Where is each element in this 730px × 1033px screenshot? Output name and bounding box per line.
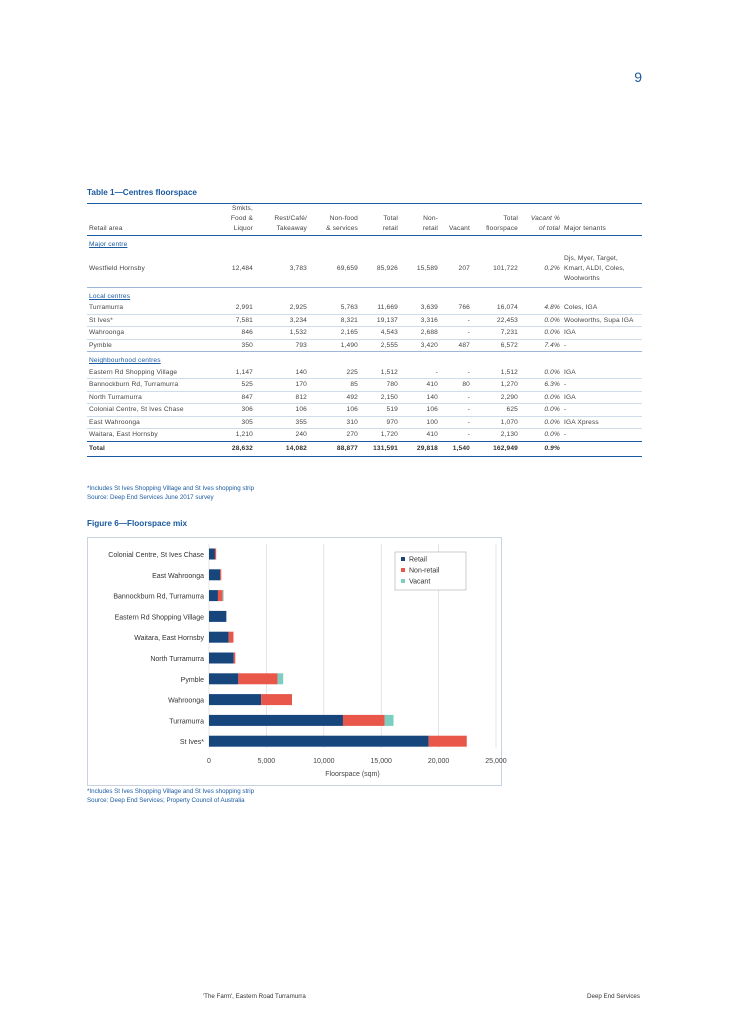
cell: 2,925 — [289, 304, 307, 311]
cell: 2,130 — [500, 431, 518, 438]
table-row — [87, 391, 642, 404]
row-name: Total — [87, 441, 209, 456]
cell: 306 — [241, 406, 253, 413]
cell: 6,572 — [500, 341, 518, 349]
footer-right: Deep End Services — [587, 993, 640, 1000]
table-row — [87, 251, 642, 288]
bar-vacant-6 — [278, 673, 284, 684]
footer-left: 'The Farm', Eastern Road Turramurra — [203, 993, 306, 1000]
cell: 106 — [295, 406, 307, 413]
figure-title: Figure 6—Floorspace mix — [87, 519, 188, 528]
table-row — [87, 314, 642, 327]
category-label: East Wahroonga — [152, 572, 204, 580]
cell: 525 — [241, 381, 253, 388]
cell: 16,074 — [496, 304, 518, 311]
bar-vacant-8 — [385, 715, 394, 726]
cell: 492 — [346, 393, 358, 401]
cell: 2,688 — [420, 329, 438, 336]
row-name: Waitara, East Hornsby — [89, 431, 158, 438]
cell: 170 — [295, 381, 307, 388]
category-label: Waitara, East Hornsby — [134, 635, 204, 643]
table-note-footnote: *Includes St Ives Shopping Village and St Ives shopping strip — [87, 485, 255, 492]
cell: 0.0% — [544, 418, 560, 426]
tenant-cell: - — [564, 431, 567, 438]
cell: 1,512 — [380, 368, 398, 376]
x-tick-label: 25,000 — [485, 758, 507, 765]
bar-retail-1 — [209, 569, 220, 580]
cell: 812 — [295, 393, 307, 401]
cell: 310 — [346, 418, 358, 426]
bar-non-retail-5 — [234, 653, 236, 664]
header-vacant-pct-2: of total — [520, 224, 562, 236]
header-major-tenants: Major tenants — [562, 224, 642, 236]
cell: 1,070 — [500, 418, 518, 426]
category-label: North Turramurra — [150, 656, 204, 663]
cell: 4,543 — [380, 329, 398, 336]
category-label: St Ives* — [179, 739, 204, 747]
cell: 6.3% — [544, 381, 560, 388]
category-label: Bannockburn Rd, Turramurra — [113, 593, 204, 601]
figure-note-source: Source: Deep End Services; Property Council of Australia — [87, 797, 245, 804]
cell: 2,290 — [500, 393, 518, 401]
cell: 140 — [426, 393, 438, 401]
cell: 240 — [295, 431, 307, 438]
header-smkts-2: Food & — [230, 215, 253, 222]
cell: 0.2% — [544, 264, 560, 272]
cell: 0.0% — [544, 329, 560, 336]
header-vacant: Vacant — [440, 224, 472, 236]
cell: 305 — [241, 418, 253, 426]
cell: 1,270 — [500, 381, 518, 388]
tenant-cell: - — [564, 406, 567, 413]
cell: 19,137 — [376, 316, 398, 324]
bar-retail-4 — [209, 632, 229, 643]
cell: 0.9% — [520, 441, 562, 456]
cell: 8,321 — [340, 316, 358, 324]
cell: 1,490 — [340, 341, 358, 349]
bar-non-retail-1 — [220, 569, 221, 580]
x-tick-label: 0 — [207, 758, 211, 765]
bar-retail-7 — [209, 694, 261, 705]
bar-non-retail-4 — [229, 632, 234, 643]
cell: 846 — [241, 329, 253, 336]
figure-note-footnote: *Includes St Ives Shopping Village and St Ives shopping strip — [87, 788, 255, 795]
cell: 12,484 — [231, 264, 253, 272]
bar-retail-3 — [209, 611, 226, 622]
cell: 410 — [426, 431, 438, 438]
header-smkts-3: Liquor — [209, 224, 255, 236]
cell: 1,540 — [440, 441, 472, 456]
cell: - — [467, 406, 470, 413]
x-tick-label: 10,000 — [313, 758, 335, 765]
cell: 29,818 — [400, 441, 440, 456]
cell: 1,512 — [500, 368, 518, 376]
category-label: Colonial Centre, St Ives Chase — [108, 552, 204, 559]
bar-non-retail-6 — [238, 673, 277, 684]
bar-non-retail-0 — [215, 549, 216, 560]
bar-retail-2 — [209, 590, 218, 601]
table-row — [87, 416, 642, 429]
cell: 80 — [462, 381, 470, 388]
table-row — [87, 404, 642, 417]
header-rest-1: Rest/Café/ — [274, 215, 307, 222]
row-name: East Wahroonga — [89, 418, 140, 426]
cell: - — [467, 393, 470, 401]
tenant-cell: - — [564, 381, 567, 388]
table-row — [87, 429, 642, 442]
table-row — [87, 379, 642, 392]
cell: 15,589 — [416, 264, 438, 272]
category-label: Pymble — [180, 676, 204, 684]
cell: 28,632 — [209, 441, 255, 456]
cell: 847 — [241, 393, 253, 401]
cell: 3,234 — [289, 316, 307, 324]
legend-swatch-0 — [401, 557, 405, 561]
cell: 793 — [295, 341, 307, 349]
cell: 106 — [346, 406, 358, 413]
row-name: Turramurra — [89, 304, 124, 311]
cell: 140 — [295, 368, 307, 376]
bar-non-retail-2 — [218, 590, 223, 601]
tenant-cell: Djs, Myer, Target, Kmart, ALDI, Coles, Woolworths — [564, 254, 625, 282]
tenant-cell: IGA — [564, 368, 576, 376]
header-nonfood-1: Non-food — [329, 215, 358, 222]
cell: 106 — [426, 406, 438, 413]
page-number: 9 — [634, 69, 642, 85]
legend-label-0: Retail — [409, 556, 427, 564]
header-nonfood-2: & services — [309, 224, 360, 236]
floorspace-chart — [87, 537, 507, 786]
tenant-cell: IGA — [564, 329, 576, 336]
table-row — [87, 339, 642, 352]
cell: 3,420 — [420, 341, 438, 349]
cell: 350 — [241, 341, 253, 349]
table-row — [87, 327, 642, 340]
cell: 0.0% — [544, 368, 560, 376]
cell: 0.0% — [544, 431, 560, 438]
cell: 162,949 — [472, 441, 520, 456]
cell: 14,082 — [255, 441, 309, 456]
cell: 7.4% — [544, 341, 560, 349]
bar-retail-9 — [209, 736, 429, 747]
cell: - — [467, 431, 470, 438]
cell: 2,555 — [380, 341, 398, 349]
x-tick-label: 20,000 — [427, 758, 450, 765]
category-label: Turramurra — [169, 718, 204, 726]
cell: 1,210 — [235, 431, 253, 438]
x-tick-label: 15,000 — [370, 758, 392, 765]
table-notes — [87, 484, 254, 502]
cell: - — [467, 329, 470, 336]
cell: 2,150 — [380, 393, 398, 401]
bar-retail-6 — [209, 673, 238, 684]
bar-non-retail-8 — [343, 715, 385, 726]
tenant-cell: Coles, IGA — [564, 304, 598, 311]
row-name: Eastern Rd Shopping Village — [89, 368, 178, 376]
cell: 0.0% — [544, 316, 560, 324]
cell: 270 — [346, 431, 358, 438]
cell: 0.0% — [544, 406, 560, 413]
header-non-retail-1: Non- — [423, 215, 438, 222]
table-row — [87, 302, 642, 314]
x-tick-label: 5,000 — [257, 758, 276, 765]
header-retail-area: Retail area — [87, 224, 209, 236]
row-name: Pymble — [89, 341, 112, 349]
tenant-cell: IGA — [564, 393, 576, 401]
cell: 101,722 — [493, 264, 518, 272]
cell: - — [467, 418, 470, 426]
cell: 970 — [386, 418, 398, 426]
cell: 766 — [458, 304, 470, 311]
row-name: Westfield Hornsby — [89, 264, 145, 272]
bar-retail-0 — [209, 549, 215, 560]
cell: 85 — [350, 381, 358, 388]
cell: 225 — [346, 368, 358, 376]
table-row — [87, 367, 642, 379]
header-vacant-pct-1: Vacant % — [530, 215, 560, 222]
cell: 3,783 — [289, 264, 307, 272]
bar-retail-8 — [209, 715, 343, 726]
cell: 3,316 — [420, 316, 438, 324]
legend-swatch-2 — [401, 579, 405, 583]
section-local-centres: Local centres — [87, 287, 642, 302]
cell: - — [467, 368, 470, 376]
bar-non-retail-9 — [429, 736, 467, 747]
category-label: Wahroonga — [168, 697, 204, 705]
row-name: Wahroonga — [89, 329, 125, 336]
cell: 1,147 — [235, 368, 253, 376]
cell: 487 — [458, 341, 470, 349]
cell: 1,720 — [380, 431, 398, 438]
header-total-floor-2: floorspace — [472, 224, 520, 236]
cell: 1,532 — [289, 329, 307, 336]
section-neighbourhood-centres: Neighbourhood centres — [87, 352, 642, 367]
cell: 88,877 — [309, 441, 360, 456]
header-rest-2: Takeaway — [255, 224, 309, 236]
cell: 100 — [426, 418, 438, 426]
row-name: St Ives* — [89, 316, 113, 324]
bar-retail-5 — [209, 653, 234, 664]
tenant-cell: - — [564, 341, 567, 349]
table-title: Table 1—Centres floorspace — [87, 188, 197, 197]
header-total-retail-1: Total — [383, 215, 398, 222]
cell: 780 — [386, 381, 398, 388]
category-label: Eastern Rd Shopping Village — [114, 614, 204, 622]
cell: 410 — [426, 381, 438, 388]
legend-label-1: Non-retail — [409, 567, 440, 575]
header-non-retail-2: retail — [400, 224, 440, 236]
cell: 2,991 — [235, 304, 253, 311]
section-major-centre: Major centre — [89, 241, 128, 248]
tenant-cell: Woolworths, Supa IGA — [564, 316, 634, 324]
cell: 3,639 — [420, 304, 438, 311]
cell: 355 — [295, 418, 307, 426]
row-name: North Turramurra — [89, 393, 142, 401]
cell: 207 — [458, 264, 470, 272]
cell: - — [435, 368, 438, 376]
bar-non-retail-7 — [261, 694, 292, 705]
x-axis-title: Floorspace (sqm) — [325, 771, 380, 778]
floorspace-table — [87, 203, 642, 457]
bar-vacant-2 — [223, 590, 224, 601]
cell: 22,453 — [496, 316, 518, 324]
cell: 11,669 — [377, 304, 398, 311]
cell: 69,659 — [336, 264, 358, 272]
chart-svg — [88, 538, 507, 785]
cell: 85,926 — [376, 264, 398, 272]
legend-label-2: Vacant — [409, 578, 431, 586]
row-name: Bannockburn Rd, Turramurra — [89, 381, 179, 388]
row-name: Colonial Centre, St Ives Chase — [89, 406, 184, 413]
table-note-source: Source: Deep End Services June 2017 survey — [87, 494, 214, 501]
cell: 0.0% — [544, 393, 560, 401]
cell: 519 — [386, 406, 398, 413]
cell: 7,581 — [235, 316, 253, 324]
cell: 2,165 — [340, 329, 358, 336]
cell: 4.8% — [544, 304, 560, 311]
tenant-cell: IGA Xpress — [564, 418, 599, 426]
header-total-retail-2: retail — [360, 224, 400, 236]
cell: 131,591 — [360, 441, 400, 456]
total-row — [87, 441, 642, 456]
legend-swatch-1 — [401, 568, 405, 572]
figure-notes — [87, 787, 254, 805]
header-total-floor-1: Total — [503, 215, 518, 222]
cell: 7,231 — [500, 329, 518, 336]
cell: - — [467, 316, 470, 324]
cell: 625 — [506, 406, 518, 413]
cell: 5,763 — [340, 304, 358, 311]
header-smkts-1: Smkts, — [209, 204, 255, 215]
